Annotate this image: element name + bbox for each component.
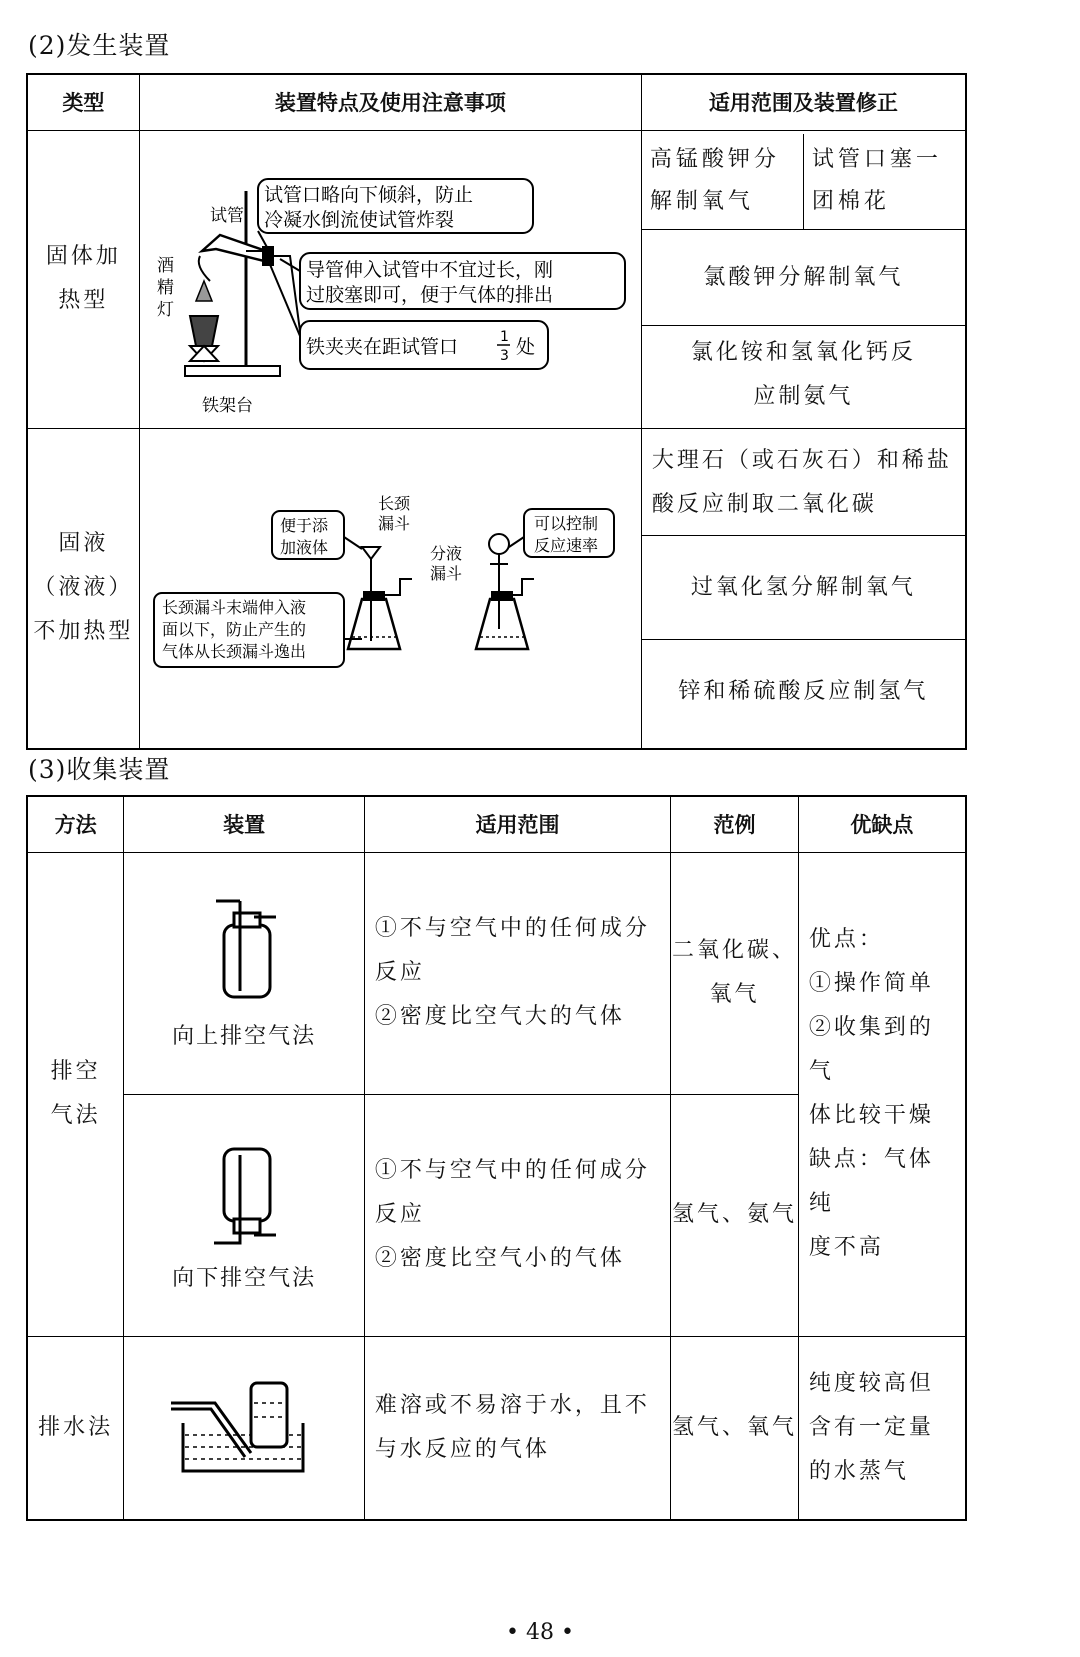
label-sep-2: 漏斗 — [429, 563, 462, 583]
scope-co2: 大理石（或石灰石）和稀盐酸反应制取二氧化碳 — [642, 432, 965, 536]
range-downward — [364, 1094, 670, 1336]
test-tube — [202, 235, 266, 261]
method-line: 排空 — [50, 1059, 101, 1084]
note-add-2: 加液体 — [279, 537, 328, 557]
header-type: 类型 — [27, 74, 139, 130]
type-solid-liquid — [27, 428, 139, 749]
proscons-line: 的水蒸气 — [808, 1458, 909, 1484]
label-funnel-2: 漏斗 — [377, 513, 410, 533]
section2-title: (2)发生装置 — [28, 31, 171, 60]
scope-kmno4-fix: 试管口塞一团棉花 — [803, 134, 965, 230]
note-tube-1: 导管伸入试管中不宜过长，刚 — [305, 258, 553, 281]
device-upward — [124, 852, 365, 1094]
no-heat-apparatus-cell — [139, 428, 641, 749]
label-lamp-2: 精 — [156, 277, 174, 298]
heating-apparatus-cell — [139, 130, 641, 428]
downward-bottle-icon — [204, 1139, 284, 1249]
range-line: 反应 — [374, 1202, 425, 1227]
proscons-air — [798, 852, 966, 1336]
no-heat-apparatus-diagram — [140, 429, 641, 742]
proscons-line: 缺点：气体纯 — [808, 1147, 934, 1216]
scope-solid-heat — [641, 130, 966, 428]
note-clamp-den: 3 — [499, 347, 509, 364]
proscons-line: 含有一定量 — [808, 1414, 934, 1440]
water-trough-icon — [169, 1373, 319, 1483]
header-range: 适用范围 — [364, 796, 670, 852]
label-lamp-3: 灯 — [156, 299, 174, 320]
alcohol-lamp — [190, 316, 218, 346]
note-long-3: 气体从长颈漏斗逸出 — [161, 641, 306, 661]
type-line: （液液） — [33, 575, 134, 600]
scope-kmno4: 高锰酸钾分解制氧气 — [642, 134, 804, 230]
conical-flask-1 — [348, 599, 400, 649]
note-clamp-tail: 处 — [515, 335, 535, 358]
header-features: 装置特点及使用注意事项 — [139, 74, 641, 130]
flame — [196, 281, 212, 301]
scope-kclo3: 氯酸钾分解制氧气 — [642, 230, 965, 326]
collection-table — [26, 795, 967, 1521]
label-lamp-1: 酒 — [156, 255, 174, 276]
proscons-line: ①操作简单 — [808, 971, 934, 996]
proscons-line: ②收集到的气 — [808, 1015, 934, 1084]
example-line: 氢气、氨气 — [671, 1202, 797, 1227]
device-upward-label: 向上排空气法 — [172, 1023, 317, 1049]
note-ctrl-2: 反应速率 — [533, 535, 598, 555]
delivery-tube — [274, 256, 300, 331]
section3-title: (3)收集装置 — [28, 755, 171, 784]
note-long-2: 面以下，防止产生的 — [161, 619, 306, 639]
example-line: 氧气 — [709, 982, 760, 1007]
device-water — [124, 1336, 365, 1520]
proscons-line: 度不高 — [808, 1235, 884, 1260]
generator-table — [26, 73, 967, 750]
note-tube-2: 过胶塞即可，便于气体的排出 — [305, 283, 553, 306]
header-example: 范例 — [671, 796, 799, 852]
stand-base — [185, 366, 280, 376]
range-line: ②密度比空气小的气体 — [374, 1246, 625, 1271]
example-line: 二氧化碳、 — [671, 938, 797, 963]
type-solid-heat — [27, 130, 139, 428]
proscons-line: 优点： — [808, 927, 884, 952]
scope-solid-liquid — [641, 428, 966, 749]
example-water: 氢气、氧气 — [671, 1336, 799, 1520]
method-line: 气法 — [50, 1103, 101, 1128]
range-line: ①不与空气中的任何成分 — [374, 916, 650, 941]
label-tube: 试管 — [209, 205, 244, 226]
type-line: 热型 — [58, 288, 109, 313]
note-clamp: 铁夹夹在距试管口 — [305, 335, 458, 358]
method-air — [27, 852, 124, 1336]
scope-h2o2: 过氧化氢分解制氧气 — [642, 536, 965, 640]
header-proscons: 优缺点 — [798, 796, 966, 852]
device-downward-label: 向下排空气法 — [172, 1265, 317, 1291]
proscons-water — [798, 1336, 966, 1520]
page-number: • 48 • — [506, 1620, 574, 1645]
range-line: 与水反应的气体 — [374, 1436, 550, 1462]
note-tilt-1: 试管口略向下倾斜，防止 — [263, 183, 473, 206]
type-line: 固液 — [58, 531, 109, 556]
example-upward — [671, 852, 799, 1094]
proscons-line: 体比较干燥 — [808, 1103, 934, 1128]
type-line: 固体加 — [45, 244, 121, 269]
method-water: 排水法 — [27, 1336, 124, 1520]
range-line: 反应 — [374, 960, 425, 985]
scope-zn: 锌和稀硫酸反应制氢气 — [678, 679, 929, 705]
label-sep-1: 分液 — [429, 543, 462, 563]
range-line: ①不与空气中的任何成分 — [374, 1158, 650, 1183]
note-ctrl-1: 可以控制 — [533, 513, 598, 533]
note-tilt-2: 冷凝水倒流使试管炸裂 — [263, 208, 454, 231]
upward-bottle-icon — [204, 897, 284, 1007]
range-water — [364, 1336, 670, 1520]
note-clamp-num: 1 — [499, 328, 509, 345]
scope-nh3: 氯化铵和氢氧化钙反应制氨气 — [690, 340, 916, 410]
label-funnel-1: 长颈 — [377, 493, 410, 513]
range-upward — [364, 852, 670, 1094]
type-line: 不加热型 — [33, 619, 134, 644]
proscons-line: 纯度较高但 — [808, 1370, 934, 1396]
note-add-1: 便于添 — [279, 515, 328, 535]
header-method: 方法 — [27, 796, 124, 852]
header-device: 装置 — [124, 796, 365, 852]
note-long-1: 长颈漏斗末端伸入液 — [161, 597, 306, 617]
range-line: 难溶或不易溶于水，且不 — [374, 1392, 650, 1418]
conical-flask-2 — [476, 599, 528, 649]
example-downward — [671, 1094, 799, 1336]
label-stand: 铁架台 — [201, 395, 253, 416]
device-downward — [124, 1094, 365, 1336]
heating-apparatus-diagram — [140, 131, 641, 422]
header-scope: 适用范围及装置修正 — [641, 74, 966, 130]
range-line: ②密度比空气大的气体 — [374, 1004, 625, 1029]
